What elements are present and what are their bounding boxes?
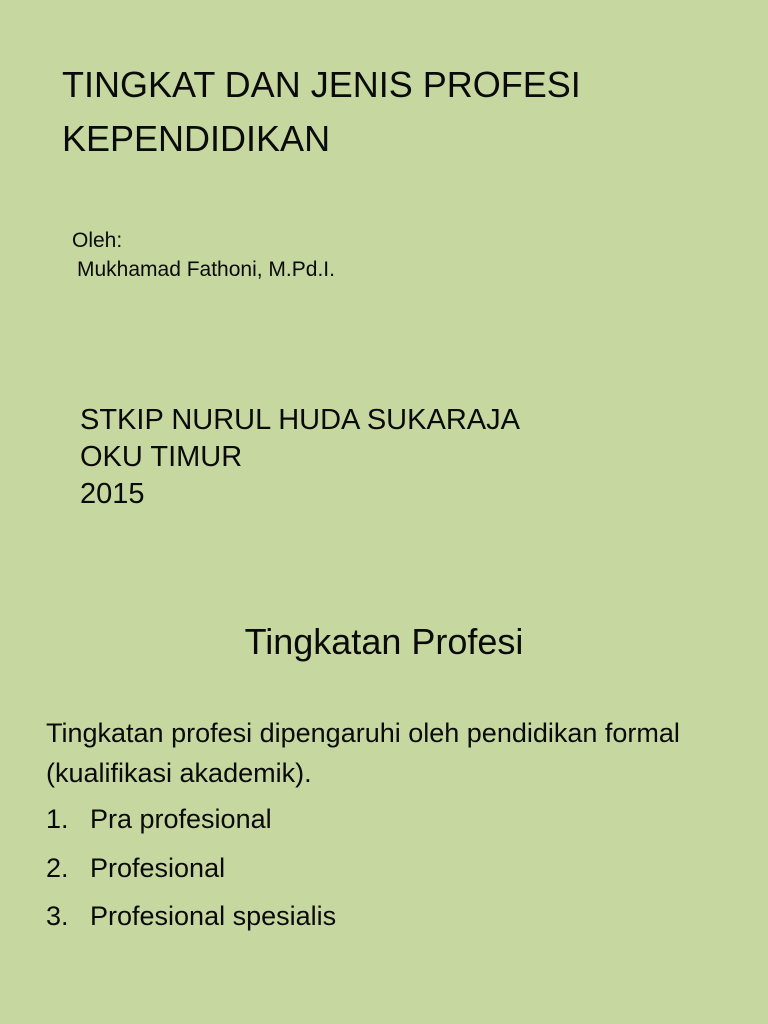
- byline-label: Oleh:: [72, 229, 123, 252]
- list-item-label: Profesional: [90, 852, 226, 883]
- list-item-number: 3.: [46, 901, 69, 931]
- list-item-label: Pra profesional: [90, 804, 272, 834]
- profession-level-list: [46, 804, 336, 950]
- list-item-number: 2.: [46, 852, 69, 883]
- presentation-year: 2015: [80, 478, 145, 510]
- institution-region: OKU TIMUR: [80, 441, 243, 473]
- byline: [72, 226, 335, 284]
- list-item: [46, 804, 336, 853]
- institution-block: [80, 402, 520, 513]
- author-name: Mukhamad Fathoni, M.Pd.I.: [77, 258, 335, 281]
- intro-paragraph: Tingkatan profesi dipengaruhi oleh pendidikan formal (kualifikasi akademik).: [46, 718, 680, 788]
- list-item: [46, 901, 336, 950]
- institution-name: STKIP NURUL HUDA SUKARAJA: [80, 404, 520, 436]
- slide-title: Tingkatan Profesi: [244, 621, 524, 662]
- presentation-title: TINGKAT DAN JENIS PROFESI KEPENDIDIKAN: [62, 64, 581, 159]
- list-item-number: 1.: [46, 804, 69, 834]
- list-item: [46, 853, 336, 902]
- list-item-label: Profesional spesialis: [90, 901, 337, 931]
- content-slide: [0, 576, 768, 1024]
